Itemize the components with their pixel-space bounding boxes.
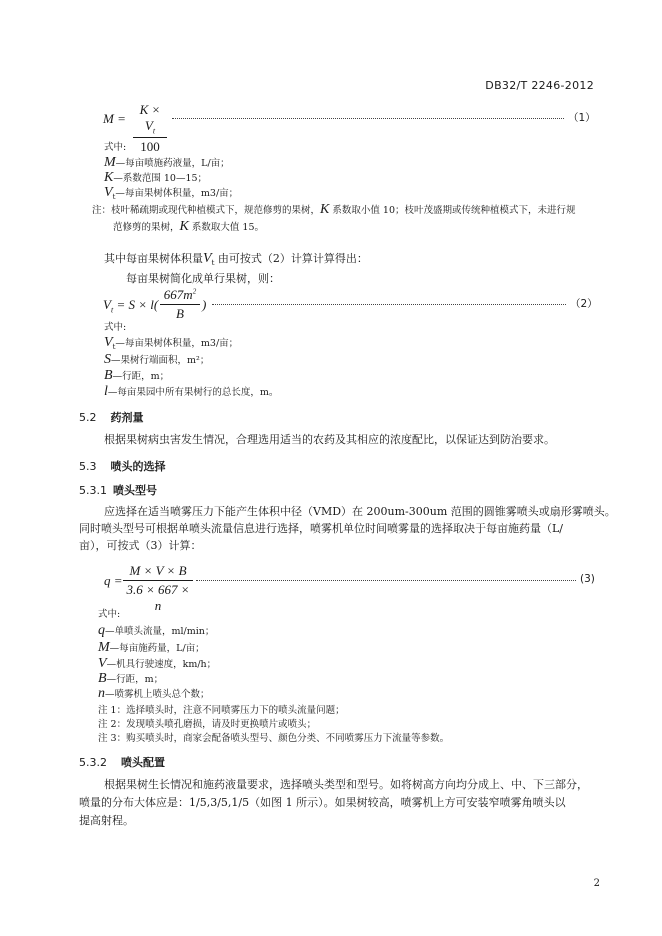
eq3-denominator: 3.6 × 667 × n <box>126 582 190 613</box>
note-text: 范修剪的果树， <box>113 222 180 233</box>
eq3-where-sym: q <box>98 623 105 638</box>
eq1-where-text: —每亩果树体积量，m3/亩； <box>115 188 239 199</box>
eq3-where-text: —每亩施药量，L/亩； <box>109 643 205 654</box>
eq1-fraction <box>133 102 167 155</box>
section-5-3-1-heading <box>79 482 157 498</box>
eq2-lhs-symbol: V <box>103 297 111 312</box>
eq3-fraction <box>123 563 193 614</box>
section-number: 5.2 <box>79 411 97 424</box>
section-title: 喷头型号 <box>113 484 157 497</box>
eq2-denominator: B <box>176 306 184 321</box>
eq2-where-item <box>104 352 209 368</box>
section-5-3-2-para-line3: 提高射程。 <box>79 814 134 827</box>
section-5-2-paragraph: 根据果树病虫害发生情况，合理选用适当的农药及其相应的浓度配比，以保证达到防治要求。 <box>104 433 555 446</box>
eq2-where-sym: l <box>104 384 108 399</box>
calc-intro-text: 其中每亩果树体积量 <box>104 252 203 265</box>
eq3-where-item <box>98 640 205 656</box>
eq3-where-sym: M <box>98 640 110 655</box>
eq3-note-3: 注 3：购买喷头时，商家会配备喷头型号、颜色分类、不同喷雾压力下流量等参数。 <box>98 733 450 744</box>
section-title: 药剂量 <box>110 411 144 424</box>
section-number: 5.3 <box>79 460 97 473</box>
eq3-where-text: —喷雾机上喷头总个数； <box>105 689 210 700</box>
eq3-where-item <box>98 656 216 672</box>
section-5-3-2-heading <box>79 754 165 770</box>
eq3-lhs: q = <box>104 573 123 588</box>
eq2-where-text: —行距，m； <box>112 371 170 382</box>
eq2-where-sub: t <box>112 342 116 351</box>
calc-intro-sub: t <box>211 259 215 268</box>
eq1-where-sub: t <box>112 192 116 201</box>
eq1-where-text: —每亩喷施药液量，L/亩； <box>115 158 230 169</box>
eq2-where-item <box>104 384 278 400</box>
eq2-numerator: 667m <box>163 287 193 302</box>
eq2-lhs <box>103 297 158 315</box>
section-5-3-2-para-line2: 喷量的分布大体应是：1/5,3/5,1/5（如图 1 所示）。如果树较高，喷雾机上方可安装窄喷雾角喷头以 <box>79 796 566 809</box>
eq2-where-text: —果树行端面积，m²； <box>111 355 210 366</box>
eq2-lhs-sub: t <box>110 305 114 315</box>
eq2-fraction <box>160 287 200 322</box>
section-title: 喷头配置 <box>121 756 165 769</box>
eq2-leader-dots <box>212 304 566 305</box>
eq2-where-sym: V <box>104 335 113 350</box>
page-number: 2 <box>593 878 600 889</box>
note-symbol: K <box>179 219 189 234</box>
eq3-where-text: —单喷头流量，ml/min； <box>105 626 215 637</box>
section-5-3-heading <box>79 458 166 474</box>
eq1-numerator: K × V <box>139 102 161 133</box>
eq2-where-sym: S <box>104 352 111 367</box>
section-5-2-heading <box>79 409 144 425</box>
eq1-leader-dots <box>172 118 564 119</box>
eq1-where-sym: K <box>104 170 114 185</box>
section-5-3-2-para-line1: 根据果树生长情况和施药液量要求，选择喷头类型和型号。如将树高方向均分成上、中、下三部分， <box>104 778 588 791</box>
eq3-where-label: 式中: <box>98 609 121 620</box>
document-code: DB32/T 2246-2012 <box>485 79 594 92</box>
eq3-note-1: 注 1：选择喷头时，注意不同喷雾压力下的喷头流量问题； <box>98 705 345 716</box>
section-title: 喷头的选择 <box>110 460 166 473</box>
eq1-lhs: M = <box>103 111 126 126</box>
eq1-where-sym: M <box>104 155 116 170</box>
eq3-where-item <box>98 686 210 702</box>
eq3-where-text: —行距，m； <box>106 674 164 685</box>
eq2-number: （2） <box>570 298 598 310</box>
eq2-rhs-b: ) <box>202 297 207 312</box>
section-number: 5.3.2 <box>79 756 107 769</box>
eq2-where-text: —每亩果园中所有果树行的总长度，m。 <box>107 387 279 398</box>
section-5-3-1-para-line2: 同时喷头型号可根据单喷头流量信息进行选择，喷雾机单位时间喷雾量的选择取决于每亩施药量（L/ <box>79 522 564 535</box>
eq2-where-text: —每亩果树体积量，m3/亩； <box>115 338 239 349</box>
calc-intro-line1 <box>104 250 368 267</box>
note-text: 系数取大值 15。 <box>188 222 264 233</box>
eq1-note-line1 <box>92 202 576 218</box>
eq2-numerator-sup: 2 <box>192 287 197 296</box>
eq1-where-text: —系数范围 10—15； <box>113 173 208 184</box>
eq1-where-label: 式中: <box>104 142 127 153</box>
eq1-numerator-sub: t <box>152 126 156 136</box>
eq1-where-item <box>104 170 207 186</box>
eq3-where-sym: n <box>98 686 105 701</box>
eq1-note-line2 <box>113 219 264 235</box>
eq3-where-sym: B <box>98 671 107 686</box>
eq3-number: (3) <box>580 573 595 585</box>
eq3-where-item <box>98 623 214 639</box>
eq3-where-text: —机具行驶速度，km/h； <box>106 659 217 670</box>
section-5-3-1-para-line3: 亩），可按式（3）计算： <box>79 539 202 552</box>
eq1-number: （1） <box>568 112 596 124</box>
eq3-where-item <box>98 671 163 687</box>
calc-intro-text: 由可按式（2）计算计算得出： <box>214 252 368 265</box>
eq3-numerator: M × V × B <box>123 563 193 581</box>
calc-intro-symbol: V <box>203 251 212 266</box>
eq1-denominator: 100 <box>140 138 160 154</box>
eq1-where-sym: V <box>104 185 113 200</box>
note-symbol: K <box>320 202 330 217</box>
note-prefix: 注： <box>92 205 112 216</box>
eq2-where-item <box>104 368 169 384</box>
eq2-where-sym: B <box>104 368 113 383</box>
eq3-note-2: 注 2：发现喷头喷孔磨损，请及时更换喷片或喷头； <box>98 719 317 730</box>
note-text: 枝叶稀疏期或现代种植模式下，规范修剪的果树， <box>111 205 321 216</box>
section-number: 5.3.1 <box>79 484 107 497</box>
calc-intro-line2: 每亩果树简化成单行果树，则： <box>126 272 280 285</box>
eq3-leader-dots <box>196 580 576 581</box>
eq3-where-sym: V <box>98 656 107 671</box>
eq2-where-label: 式中: <box>104 322 127 333</box>
section-5-3-1-para-line1: 应选择在适当喷雾压力下能产生体积中径（VMD）在 200um-300um 范围的圆锥雾喷头或扇形雾喷头。 <box>104 505 616 518</box>
eq1-where-item <box>104 155 230 171</box>
note-text: 系数取小值 10；枝叶茂盛期或传统种植模式下，未进行规 <box>329 205 576 216</box>
eq2-rhs-a: = S × l( <box>113 297 159 312</box>
